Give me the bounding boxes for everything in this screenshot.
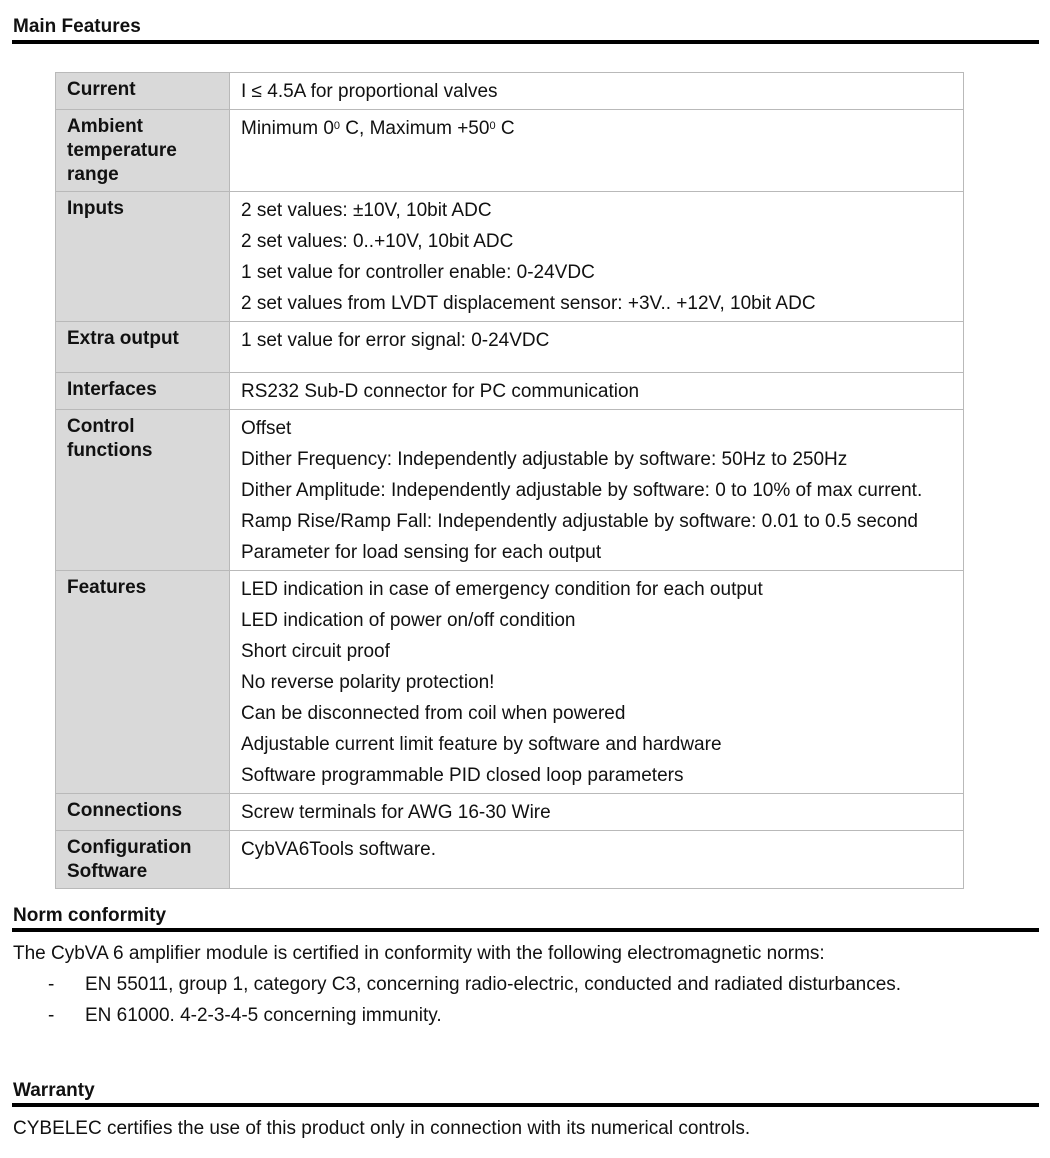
bullet-dash: - [48, 974, 55, 995]
value-line: Screw terminals for AWG 16-30 Wire [241, 802, 551, 823]
degree-superscript: 0 [333, 120, 341, 132]
list-item-text: EN 61000. 4-2-3-4-5 concerning immunity. [85, 1005, 442, 1026]
table-row [56, 373, 964, 410]
main-features-heading: Main Features [13, 16, 141, 37]
value-line: CybVA6Tools software. [241, 839, 437, 860]
row-values-connections [230, 794, 964, 831]
norm-conformity-heading: Norm conformity [13, 905, 167, 926]
row-values-configuration-software [230, 831, 964, 889]
row-label-features: Features [56, 571, 230, 794]
value-line: Software programmable PID closed loop parameters [241, 765, 684, 786]
warranty-rule [12, 1103, 1039, 1107]
features-table [55, 72, 964, 889]
value-line: Short circuit proof [241, 641, 390, 662]
row-label-extra-output: Extra output [56, 322, 230, 373]
value-line [241, 113, 955, 144]
value-line: LED indication in case of emergency condition for each output [241, 579, 763, 600]
warranty-text: CYBELEC certifies the use of this product only in connection with its numerical controls. [13, 1118, 751, 1139]
value-line: Dither Amplitude: Independently adjustable by software: 0 to 10% of max current. [241, 480, 923, 501]
min-temp-text: Minimum 0 [241, 118, 334, 139]
value-line: Adjustable current limit feature by software and hardware [241, 734, 722, 755]
row-label-interfaces: Interfaces [56, 373, 230, 410]
table-row [56, 192, 964, 322]
row-values-extra-output [230, 322, 964, 373]
row-values-interfaces [230, 373, 964, 410]
value-line: Can be disconnected from coil when powered [241, 703, 626, 724]
bullet-dash: - [48, 1005, 55, 1026]
value-line: Dither Frequency: Independently adjustable by software: 50Hz to 250Hz [241, 449, 848, 470]
table-row [56, 571, 964, 794]
row-label-control-functions: Control functions [56, 410, 230, 571]
unit-text: C [495, 118, 515, 139]
value-line: 2 set values: 0..+10V, 10bit ADC [241, 231, 514, 252]
table-row [56, 794, 964, 831]
table-row [56, 73, 964, 110]
value-line: RS232 Sub-D connector for PC communication [241, 381, 640, 402]
row-label-ambient-temperature: Ambient temperature range [56, 110, 230, 192]
max-temp-text: C, Maximum +50 [340, 118, 490, 139]
value-line: 1 set value for controller enable: 0-24VDC [241, 262, 595, 283]
row-label-configuration-software: Configuration Software [56, 831, 230, 889]
table-row [56, 110, 964, 192]
value-line: LED indication of power on/off condition [241, 610, 576, 631]
list-item-text: EN 55011, group 1, category C3, concerning radio-electric, conducted and radiated disturbances. [85, 974, 902, 995]
row-label-current: Current [56, 73, 230, 110]
row-values-control-functions [230, 410, 964, 571]
row-values-current [230, 73, 964, 110]
norm-conformity-rule [12, 928, 1039, 932]
row-values-ambient-temperature [230, 110, 964, 192]
value-line: 2 set values: ±10V, 10bit ADC [241, 200, 492, 221]
value-line: Offset [241, 418, 292, 439]
value-line: Ramp Rise/Ramp Fall: Independently adjustable by software: 0.01 to 0.5 second [241, 511, 918, 532]
row-label-connections: Connections [56, 794, 230, 831]
degree-superscript: 0 [489, 120, 496, 132]
table-row [56, 410, 964, 571]
value-line: 1 set value for error signal: 0-24VDC [241, 330, 550, 351]
list-item [48, 973, 901, 997]
row-label-inputs: Inputs [56, 192, 230, 322]
list-item [48, 1004, 442, 1028]
value-line: I ≤ 4.5A for proportional valves [241, 81, 498, 102]
value-line: Parameter for load sensing for each output [241, 542, 602, 563]
row-values-inputs [230, 192, 964, 322]
value-line: No reverse polarity protection! [241, 672, 495, 693]
row-values-features [230, 571, 964, 794]
value-line: 2 set values from LVDT displacement sensor: +3V.. +12V, 10bit ADC [241, 293, 816, 314]
main-features-rule [12, 40, 1039, 44]
table-row [56, 322, 964, 373]
table-row [56, 831, 964, 889]
norm-conformity-intro: The CybVA 6 amplifier module is certified in conformity with the following electromagnetic norms: [13, 943, 825, 964]
warranty-heading: Warranty [13, 1080, 95, 1101]
